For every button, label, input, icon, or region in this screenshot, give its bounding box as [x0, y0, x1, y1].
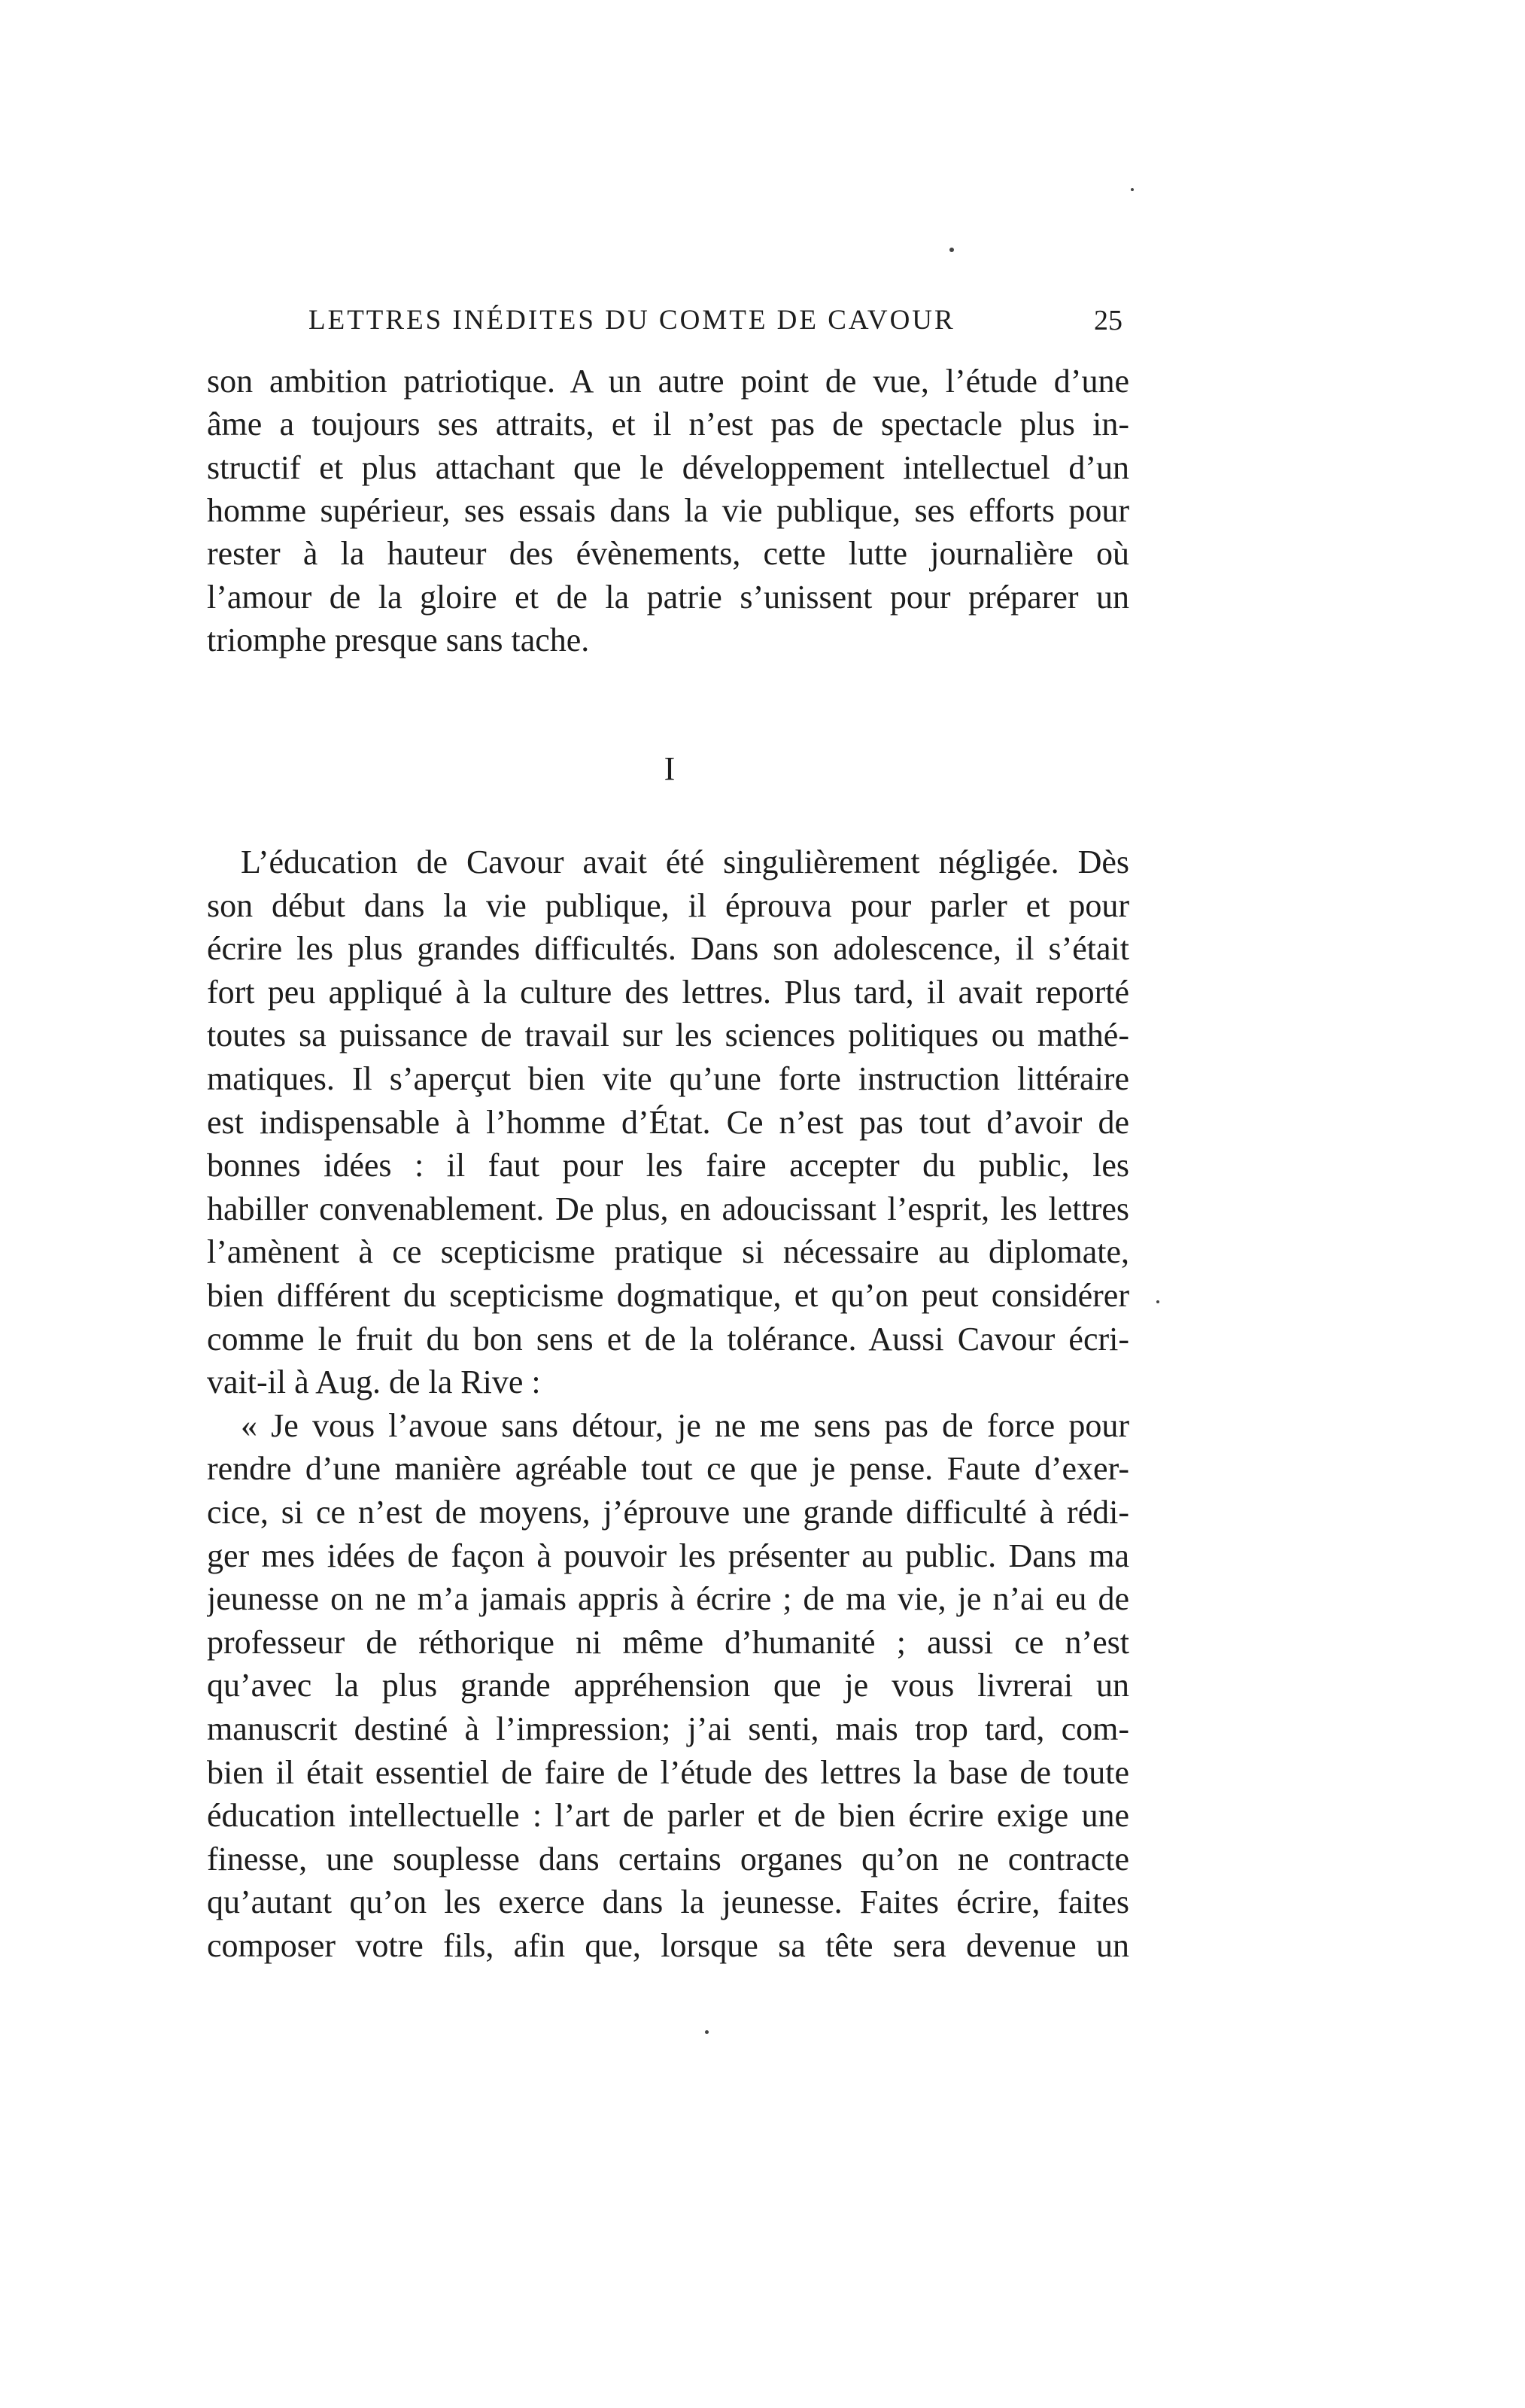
text-line: composer votre fils, afin que, lorsque sa tête sera devenue un [207, 1927, 1129, 1964]
text-line: âme a toujours ses attraits, et il n’est pas de spectacle plus in- [207, 406, 1129, 443]
text-line: ger mes idées de façon à pouvoir les présenter au public. Dans ma [207, 1537, 1129, 1574]
text-line: l’amènent à ce scepticisme pratique si nécessaire au diplomate, [207, 1233, 1129, 1271]
text-line: est indispensable à l’homme d’État. Ce n’est pas tout d’avoir de [207, 1103, 1129, 1141]
text-line: qu’autant qu’on les exerce dans la jeunesse. Faites écrire, faites [207, 1884, 1129, 1921]
text-line: éducation intellectuelle : l’art de parler et de bien écrire exige une [207, 1797, 1129, 1835]
text-line: manuscrit destiné à l’impression; j’ai senti, mais trop tard, com- [207, 1710, 1129, 1747]
text-line: structif et plus attachant que le développement intellectuel d’un [207, 448, 1129, 486]
text-line: écrire les plus grandes difficultés. Dans son adolescence, il s’était [207, 930, 1129, 968]
page-number: 25 [1094, 305, 1122, 336]
text-line: fort peu appliqué à la culture des lettres. Plus tard, il avait reporté [207, 973, 1129, 1011]
text-line: son début dans la vie publique, il éprouva pour parler et pour [207, 886, 1129, 924]
text-line: triomphe presque sans tache. [207, 621, 590, 658]
text-line: bien différent du scepticisme dogmatique, et qu’on peut considérer [207, 1277, 1129, 1314]
text-line: qu’avec la plus grande appréhension que je vous livrerai un [207, 1667, 1129, 1704]
text-line: bonnes idées : il faut pour les faire accepter du public, les [207, 1147, 1129, 1184]
text-line: bien il était essentiel de faire de l’étude des lettres la base de toute [207, 1753, 1129, 1791]
running-title: LETTRES INÉDITES DU COMTE DE CAVOUR [308, 305, 955, 336]
text-line: son ambition patriotique. A un autre point de vue, l’étude d’une [207, 363, 1129, 400]
text-line: matiques. Il s’aperçut bien vite qu’une forte instruction littéraire [207, 1060, 1129, 1097]
text-line: habiller convenablement. De plus, en adoucissant l’esprit, les lettres [207, 1190, 1129, 1227]
text-line: professeur de réthorique ni même d’humanité ; aussi ce n’est [207, 1623, 1129, 1661]
scan-speck [1156, 1300, 1159, 1303]
text-line: rester à la hauteur des évènements, cette lutte journalière où [207, 535, 1129, 573]
text-line: L’éducation de Cavour avait été singulièrement négligée. Dès [241, 844, 1129, 880]
text-line: cice, si ce n’est de moyens, j’éprouve une grande difficulté à rédi- [207, 1494, 1129, 1531]
text-line: finesse, une souplesse dans certains organes qu’on ne contracte [207, 1840, 1129, 1877]
scan-speck [949, 248, 954, 252]
text-line: vait-il à Aug. de la Rive : [207, 1364, 541, 1401]
text-line: comme le fruit du bon sens et de la tolérance. Aussi Cavour écri- [207, 1320, 1129, 1358]
scan-speck [705, 2030, 709, 2034]
text-line: l’amour de la gloire et de la patrie s’unissent pour préparer un [207, 578, 1129, 616]
text-line: rendre d’une manière agréable tout ce que je pense. Faute d’exer- [207, 1450, 1129, 1488]
text-line: homme supérieur, ses essais dans la vie publique, ses efforts pour [207, 491, 1129, 529]
section-heading: I [664, 750, 676, 787]
scan-speck [1131, 188, 1134, 191]
text-line: « Je vous l’avoue sans détour, je ne me sens pas de force pour [241, 1406, 1129, 1444]
text-line: jeunesse on ne m’a jamais appris à écrire ; de ma vie, je n’ai eu de [207, 1580, 1129, 1618]
text-line: toutes sa puissance de travail sur les sciences politiques ou mathé- [207, 1017, 1129, 1054]
